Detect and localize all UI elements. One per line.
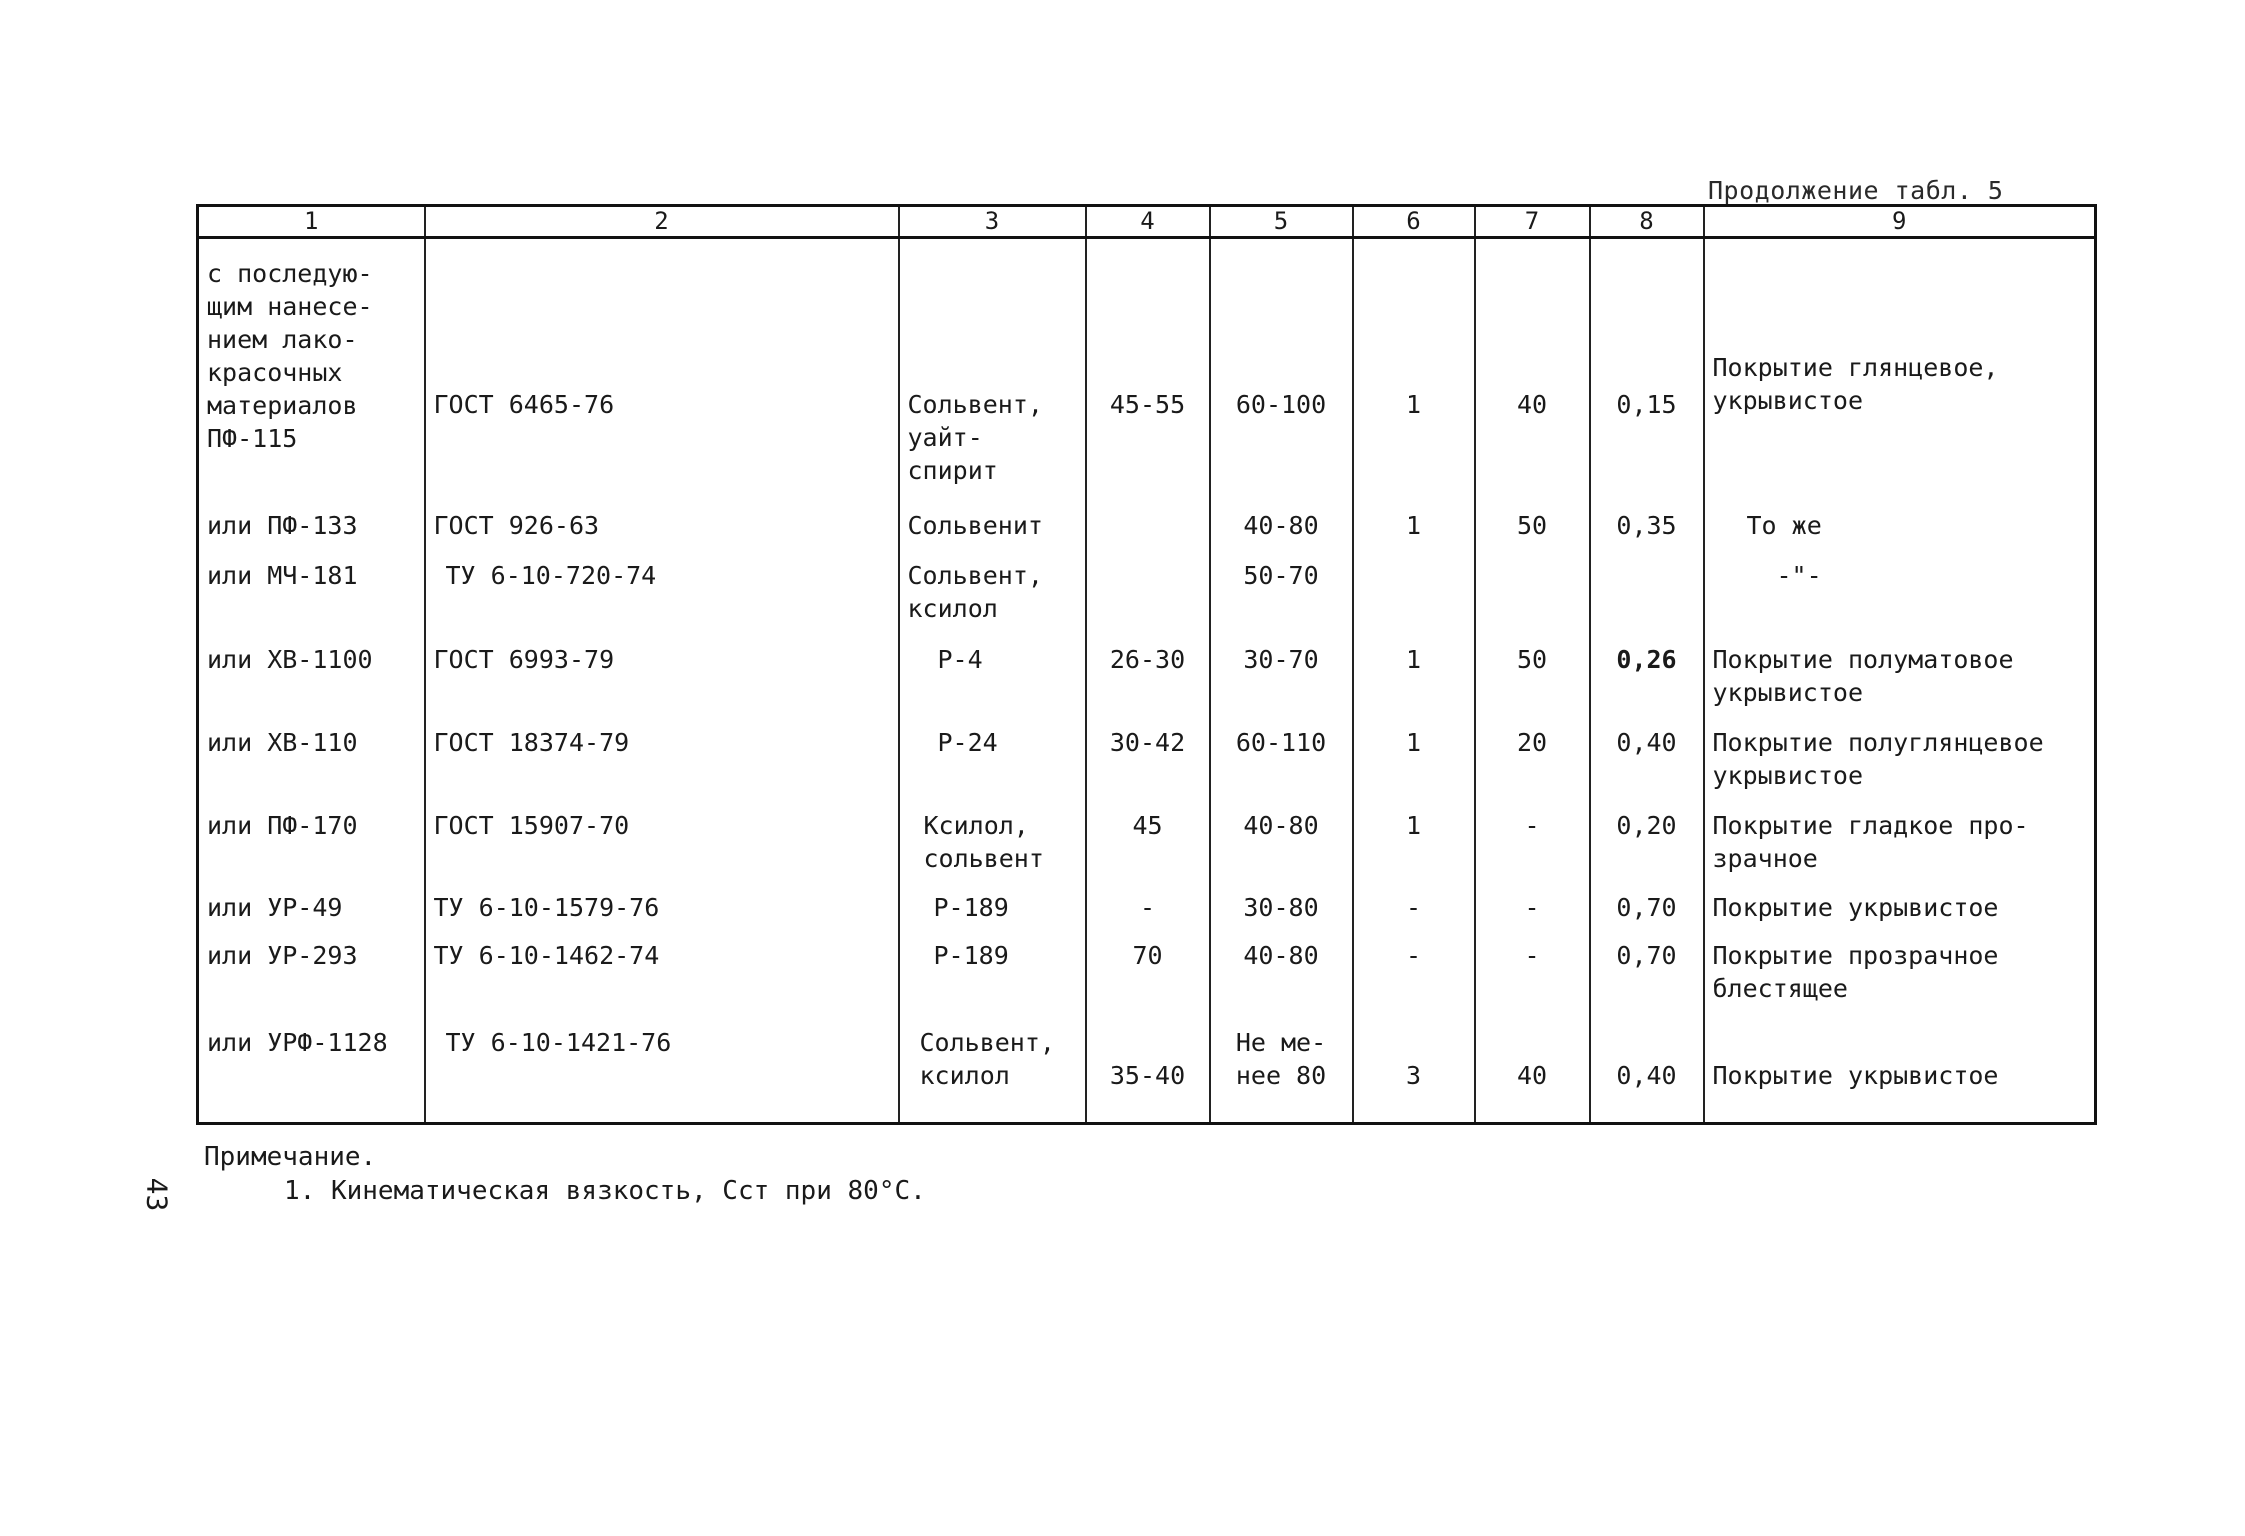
cell-col7: 40 (1475, 1016, 1590, 1124)
cell-standard: ТУ 6-10-720-74 (425, 551, 899, 635)
cell-viscosity (1086, 551, 1210, 635)
cell-col8: 0,26 (1590, 635, 1704, 718)
cell-col6: - (1353, 931, 1475, 1016)
table-row (198, 883, 2096, 931)
cell-material: или ХВ-1100 (198, 635, 425, 718)
cell-col7: 40 (1475, 238, 1590, 501)
column-header: 5 (1210, 206, 1353, 238)
cell-material: или УРФ-1128 (198, 1016, 425, 1124)
cell-standard-text: ГОСТ 6465-76 (433, 390, 615, 419)
cell-col7 (1475, 551, 1590, 635)
column-number-row (198, 206, 2096, 238)
cell-col5: 40-80 (1210, 501, 1353, 551)
cell-col6: 1 (1353, 238, 1475, 501)
cell-viscosity: 45-55 (1086, 238, 1210, 501)
column-header: 6 (1353, 206, 1475, 238)
cell-col8: 0,70 (1590, 931, 1704, 1016)
cell-col7: - (1475, 801, 1590, 883)
table-row (198, 801, 2096, 883)
cell-col7: 20 (1475, 718, 1590, 801)
cell-viscosity: 70 (1086, 931, 1210, 1016)
cell-col6: 1 (1353, 635, 1475, 718)
cell-solvent: Сольвент, уайт- спирит (899, 238, 1086, 501)
column-header: 1 (198, 206, 425, 238)
cell-standard: ГОСТ 15907-70 (425, 801, 899, 883)
cell-col6: 1 (1353, 501, 1475, 551)
cell-col6: 1 (1353, 718, 1475, 801)
cell-col8: 0,35 (1590, 501, 1704, 551)
cell-viscosity: 30-42 (1086, 718, 1210, 801)
note-text: 1. Кинематическая вязкость, Сст при 80°С. (284, 1176, 926, 1206)
cell-standard (425, 238, 899, 501)
cell-viscosity: 26-30 (1086, 635, 1210, 718)
cell-solvent: Р-24 (899, 718, 1086, 801)
cell-col7: - (1475, 883, 1590, 931)
cell-col7: 50 (1475, 635, 1590, 718)
cell-standard: ГОСТ 6993-79 (425, 635, 899, 718)
cell-col5: 30-80 (1210, 883, 1353, 931)
column-header: 9 (1704, 206, 2096, 238)
cell-viscosity: 45 (1086, 801, 1210, 883)
table-row (198, 238, 2096, 501)
column-header: 2 (425, 206, 899, 238)
cell-col5: 40-80 (1210, 801, 1353, 883)
cell-col8 (1590, 551, 1704, 635)
cell-col6: 1 (1353, 801, 1475, 883)
cell-col5: Не ме- нее 80 (1210, 1016, 1353, 1124)
column-header: 4 (1086, 206, 1210, 238)
table-row (198, 931, 2096, 1016)
column-header: 7 (1475, 206, 1590, 238)
cell-solvent: Р-189 (899, 883, 1086, 931)
cell-col5: 30-70 (1210, 635, 1353, 718)
cell-col6: 3 (1353, 1016, 1475, 1124)
cell-description: Покрытие укрывистое (1704, 1016, 2096, 1124)
cell-col8: 0,40 (1590, 1016, 1704, 1124)
cell-material: или УР-49 (198, 883, 425, 931)
table-caption: Продолжение табл. 5 (1708, 176, 2004, 205)
page-number: 43 (140, 1177, 174, 1212)
cell-viscosity (1086, 501, 1210, 551)
cell-col8: 0,15 (1590, 238, 1704, 501)
cell-col8: 0,40 (1590, 718, 1704, 801)
cell-col7: 50 (1475, 501, 1590, 551)
cell-material: или УР-293 (198, 931, 425, 1016)
cell-standard: ГОСТ 18374-79 (425, 718, 899, 801)
cell-description: Покрытие полуглянцевое укрывистое (1704, 718, 2096, 801)
cell-solvent: Сольвент, ксилол (899, 551, 1086, 635)
cell-standard: ГОСТ 926-63 (425, 501, 899, 551)
materials-table (196, 204, 2097, 1125)
column-header: 3 (899, 206, 1086, 238)
cell-material: или ПФ-133 (198, 501, 425, 551)
column-header: 8 (1590, 206, 1704, 238)
cell-col7: - (1475, 931, 1590, 1016)
cell-standard: ТУ 6-10-1579-76 (425, 883, 899, 931)
cell-viscosity: - (1086, 883, 1210, 931)
cell-solvent: Р-4 (899, 635, 1086, 718)
cell-standard: ТУ 6-10-1421-76 (425, 1016, 899, 1124)
table-row (198, 1016, 2096, 1124)
cell-col8: 0,70 (1590, 883, 1704, 931)
cell-description: Покрытие укрывистое (1704, 883, 2096, 931)
cell-material: или ХВ-110 (198, 718, 425, 801)
cell-col5: 50-70 (1210, 551, 1353, 635)
cell-standard: ТУ 6-10-1462-74 (425, 931, 899, 1016)
cell-material: или ПФ-170 (198, 801, 425, 883)
cell-description: -"- (1704, 551, 2096, 635)
cell-solvent: Р-189 (899, 931, 1086, 1016)
cell-solvent: Сольвент, ксилол (899, 1016, 1086, 1124)
cell-col5: 60-110 (1210, 718, 1353, 801)
cell-description: То же (1704, 501, 2096, 551)
cell-solvent: Сольвенит (899, 501, 1086, 551)
cell-description: Покрытие полуматовое укрывистое (1704, 635, 2096, 718)
cell-viscosity: 35-40 (1086, 1016, 1210, 1124)
cell-solvent: Ксилол, сольвент (899, 801, 1086, 883)
table-row (198, 635, 2096, 718)
cell-col5: 40-80 (1210, 931, 1353, 1016)
cell-material: с последую- щим нанесе- нием лако- красочных материалов ПФ-115 (198, 238, 425, 501)
cell-description: Покрытие прозрачное блестящее (1704, 931, 2096, 1016)
cell-col6: - (1353, 883, 1475, 931)
cell-col5: 60-100 (1210, 238, 1353, 501)
table-row (198, 718, 2096, 801)
table-row (198, 551, 2096, 635)
cell-material: или МЧ-181 (198, 551, 425, 635)
cell-col8: 0,20 (1590, 801, 1704, 883)
cell-col6 (1353, 551, 1475, 635)
cell-description: Покрытие гладкое про- зрачное (1704, 801, 2096, 883)
table-row (198, 501, 2096, 551)
cell-description: Покрытие глянцевое, укрывистое (1704, 238, 2096, 501)
note-title: Примечание. (204, 1142, 377, 1172)
